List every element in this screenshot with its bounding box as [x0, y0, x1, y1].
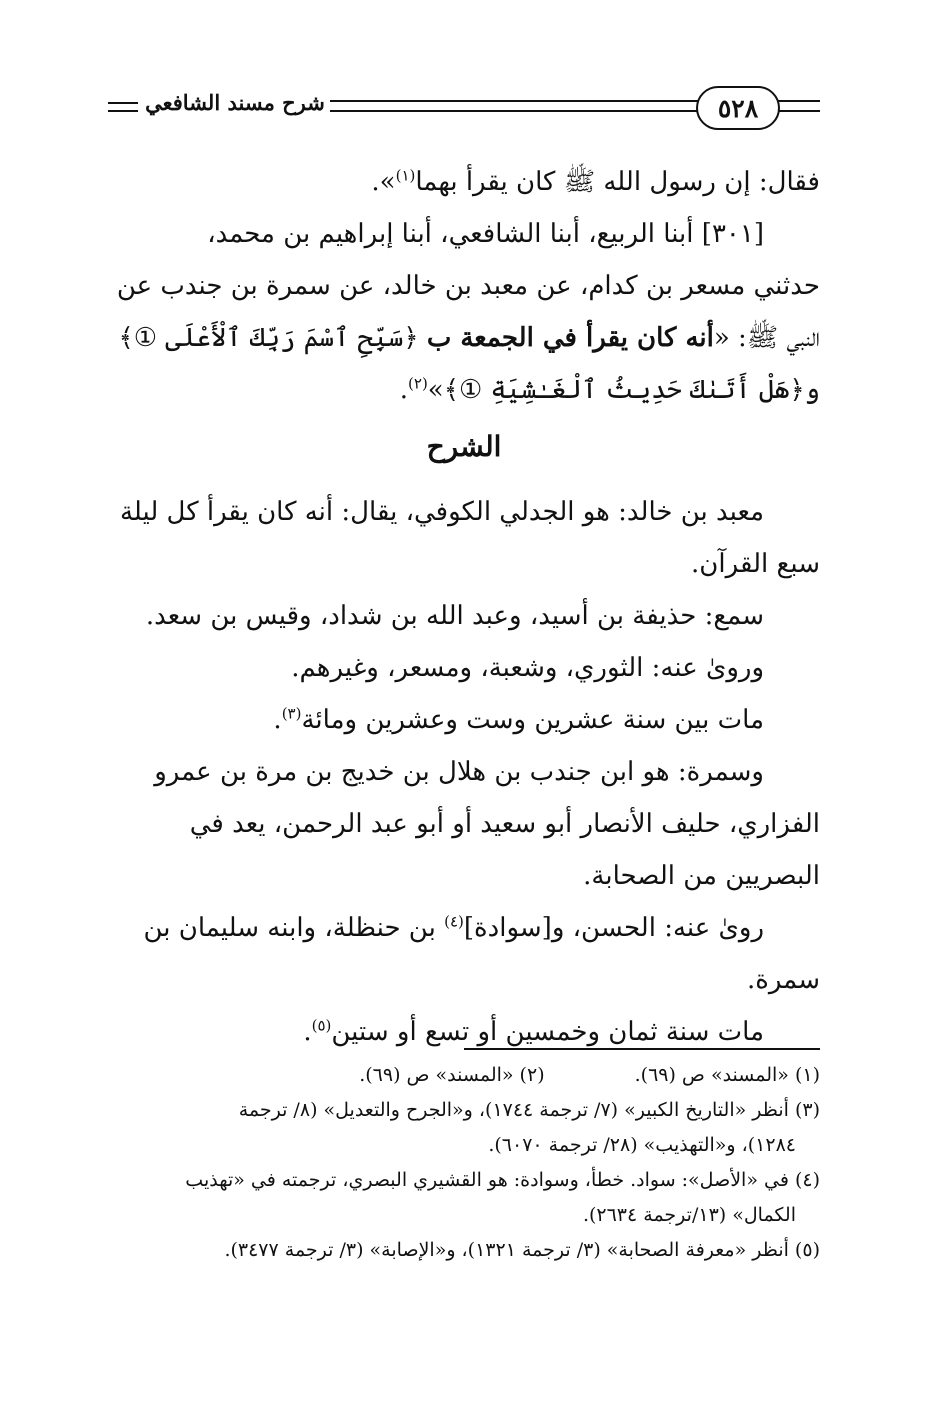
commentary-p5-line-1: وسمرة: هو ابن جندب بن هلال بن خديج بن مرة بن عمرو: [154, 757, 764, 787]
header-rule-left-bottom: [108, 110, 138, 112]
hadith-line-3: حدثني مسعر بن كدام، عن معبد بن خالد، عن سمرة بن جندب عن: [116, 271, 820, 301]
hadith-line-4-a: النبي ﷺ: «: [713, 323, 820, 353]
hadith-line-5-end: .: [399, 375, 409, 405]
commentary-p6-text-b: بن حنظلة، وابنه سليمان بن: [143, 913, 445, 943]
header-rule-right-bottom: [780, 110, 820, 112]
commentary-p1-line-1: معبد بن خالد: هو الجدلي الكوفي، يقال: أنه كان يقرأ كل ليلة: [119, 497, 764, 527]
page-number: ٥٢٨: [717, 93, 759, 123]
running-title: شرح مسند الشافعي: [140, 90, 330, 115]
commentary-p7: [108, 1006, 820, 1058]
commentary-p5-line-2: الفزاري، حليف الأنصار أبو سعيد أو أبو عبد الرحمن، يعد في: [189, 809, 820, 839]
hadith-line-4: [108, 312, 820, 364]
footnote-4: [108, 1163, 820, 1233]
footnotes: [108, 1058, 820, 1268]
commentary-p4-text: مات بين سنة عشرين وست وعشرين ومائة: [301, 705, 764, 735]
commentary-p7-text: مات سنة ثمان وخمسين أو تسع أو ستين: [331, 1017, 764, 1047]
footnote-ref-2: (٢): [408, 374, 428, 393]
footnote-4-line-2: الكمال» (١٣/ترجمة ٢٦٣٤).: [582, 1204, 796, 1226]
commentary-p4-end: .: [273, 705, 282, 735]
hadith-line-1-text: فقال: إن رسول الله ﷺ كان يقرأ بهما: [415, 167, 820, 197]
commentary-p5-line-3: البصريين من الصحابة.: [583, 861, 820, 891]
footnote-5: (٥) أنظر «معرفة الصحابة» (٣/ ترجمة ١٣٢١)، و«الإصابة» (٣/ ترجمة ٣٤٧٧).: [224, 1239, 820, 1261]
hadith-line-1: [108, 156, 820, 208]
commentary-p1-line-2: سبع القرآن.: [691, 549, 820, 579]
commentary-p4: [108, 694, 820, 746]
page-number-cartouche: [696, 86, 780, 130]
footnote-4-line-1: (٤) في «الأصل»: سواد. خطأ، وسوادة: هو القشيري البصري، ترجمته في «تهذيب: [185, 1169, 820, 1191]
quran-verse-1: ﴿سَبِّحِ ٱسْمَ رَبِّكَ ٱلْأَعْلَى ①﴾: [118, 323, 419, 353]
footnote-3: [108, 1093, 820, 1163]
footnote-row-1: [108, 1058, 820, 1093]
commentary-p7-end: .: [303, 1017, 312, 1047]
section-title: الشرح: [426, 430, 502, 463]
footnote-ref-3: (٣): [281, 704, 302, 723]
hadith-line-1-end: ».: [371, 167, 396, 197]
hadith-line-4-bold: أنه كان يقرأ في الجمعة ب: [426, 323, 714, 353]
header-rule-right-top: [780, 100, 820, 102]
hadith-line-5: [108, 364, 820, 416]
commentary-p6-text-a: روىٰ عنه: الحسن، و[سوادة]: [463, 913, 764, 943]
hadith-line-2: [٣٠١] أبنا الربيع، أبنا الشافعي، أبنا إبراهيم بن محمد،: [207, 219, 764, 249]
running-header: [108, 84, 820, 132]
footnote-ref-5: (٥): [311, 1016, 332, 1035]
commentary-block: [108, 486, 820, 1058]
commentary-p3: وروىٰ عنه: الثوري، وشعبة، ومسعر، وغيرهم.: [291, 653, 764, 683]
footnote-separator: [464, 1048, 820, 1050]
commentary-p6-line-1: [108, 902, 820, 954]
hadith-block: [108, 156, 820, 416]
quran-verse-2: و﴿هَلْ أَتَىٰكَ حَدِيثُ ٱلْغَـٰشِيَةِ ①﴾»: [427, 375, 820, 405]
footnote-1: (١) «المسند» ص (٦٩).: [634, 1064, 820, 1086]
footnote-ref-1: (١): [395, 166, 416, 185]
commentary-p2: سمع: حذيفة بن أسيد، وعبد الله بن شداد، وقيس بن سعد.: [145, 601, 764, 631]
footnote-2: (٢) «المسند» ص (٦٩).: [359, 1064, 545, 1086]
commentary-p6-line-2: سمرة.: [746, 965, 820, 995]
footnote-3-line-1: (٣) أنظر «التاريخ الكبير» (٧/ ترجمة ١٧٤٤)، و«الجرح والتعديل» (٨/ ترجمة: [238, 1099, 820, 1121]
header-rule-left-top: [108, 102, 138, 104]
footnote-ref-4: (٤): [444, 912, 464, 931]
footnote-3-line-2: ١٢٨٤)، و«التهذيب» (٢٨/ ترجمة ٦٠٧٠).: [488, 1134, 796, 1156]
